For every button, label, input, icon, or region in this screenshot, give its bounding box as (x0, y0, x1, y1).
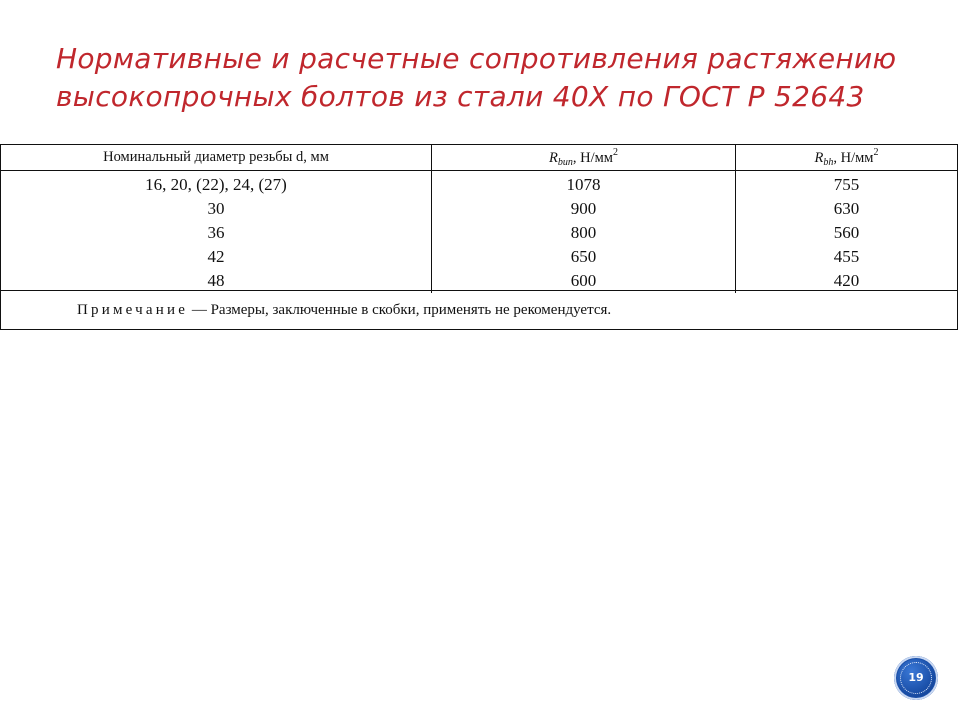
cell-rbun: 800 (432, 221, 736, 245)
cell-diameter: 30 (1, 197, 432, 221)
header-rbh-unit: , Н/мм (833, 150, 874, 166)
cell-rbh: 560 (833, 223, 860, 242)
cell-rbun: 650 (432, 245, 736, 269)
page-number-badge (894, 656, 938, 700)
header-rbh (736, 145, 958, 171)
cell-diameter: 16, 20, (22), 24, (27) (1, 171, 432, 198)
table-row (1, 245, 957, 269)
note-text: — Размеры, заключенные в скобки, применять не рекомендуется. (191, 302, 612, 318)
cell-diameter: 48 (1, 269, 432, 293)
header-rbun-power: 2 (612, 147, 618, 158)
header-rbun-unit: , Н/мм (572, 150, 613, 166)
cell-rbh: 755 (833, 175, 860, 194)
header-rbh-symbol: R (814, 150, 824, 166)
page-number: 19 (908, 671, 924, 684)
table-row (1, 221, 957, 245)
table-note (1, 290, 957, 329)
cell-diameter: 42 (1, 245, 432, 269)
header-rbun-symbol: R (549, 150, 558, 166)
data-table (1, 145, 957, 293)
slide-title: Нормативные и расчетные сопротивления растяжению высокопрочных болтов из стали 40Х по ГОСТ Р 52643 (56, 42, 897, 113)
cell-rbun: 600 (432, 269, 736, 293)
table-row (1, 197, 957, 221)
cell-diameter: 36 (1, 221, 432, 245)
table-header-row (1, 145, 957, 171)
header-rbh-subscript: bh (823, 157, 834, 168)
cell-rbun: 900 (432, 197, 736, 221)
header-rbun-subscript: bun (557, 157, 573, 168)
table-row (1, 171, 957, 198)
header-rbun (432, 145, 736, 171)
cell-rbun: 1078 (432, 171, 736, 198)
cell-rbh: 455 (833, 247, 860, 266)
bolt-resistance-table (0, 144, 958, 330)
cell-rbh: 420 (833, 271, 860, 290)
note-label: Примечание (77, 302, 189, 318)
cell-rbh: 630 (833, 199, 860, 218)
header-diameter: Номинальный диаметр резьбы d, мм (1, 145, 432, 171)
header-rbh-power: 2 (873, 147, 879, 158)
